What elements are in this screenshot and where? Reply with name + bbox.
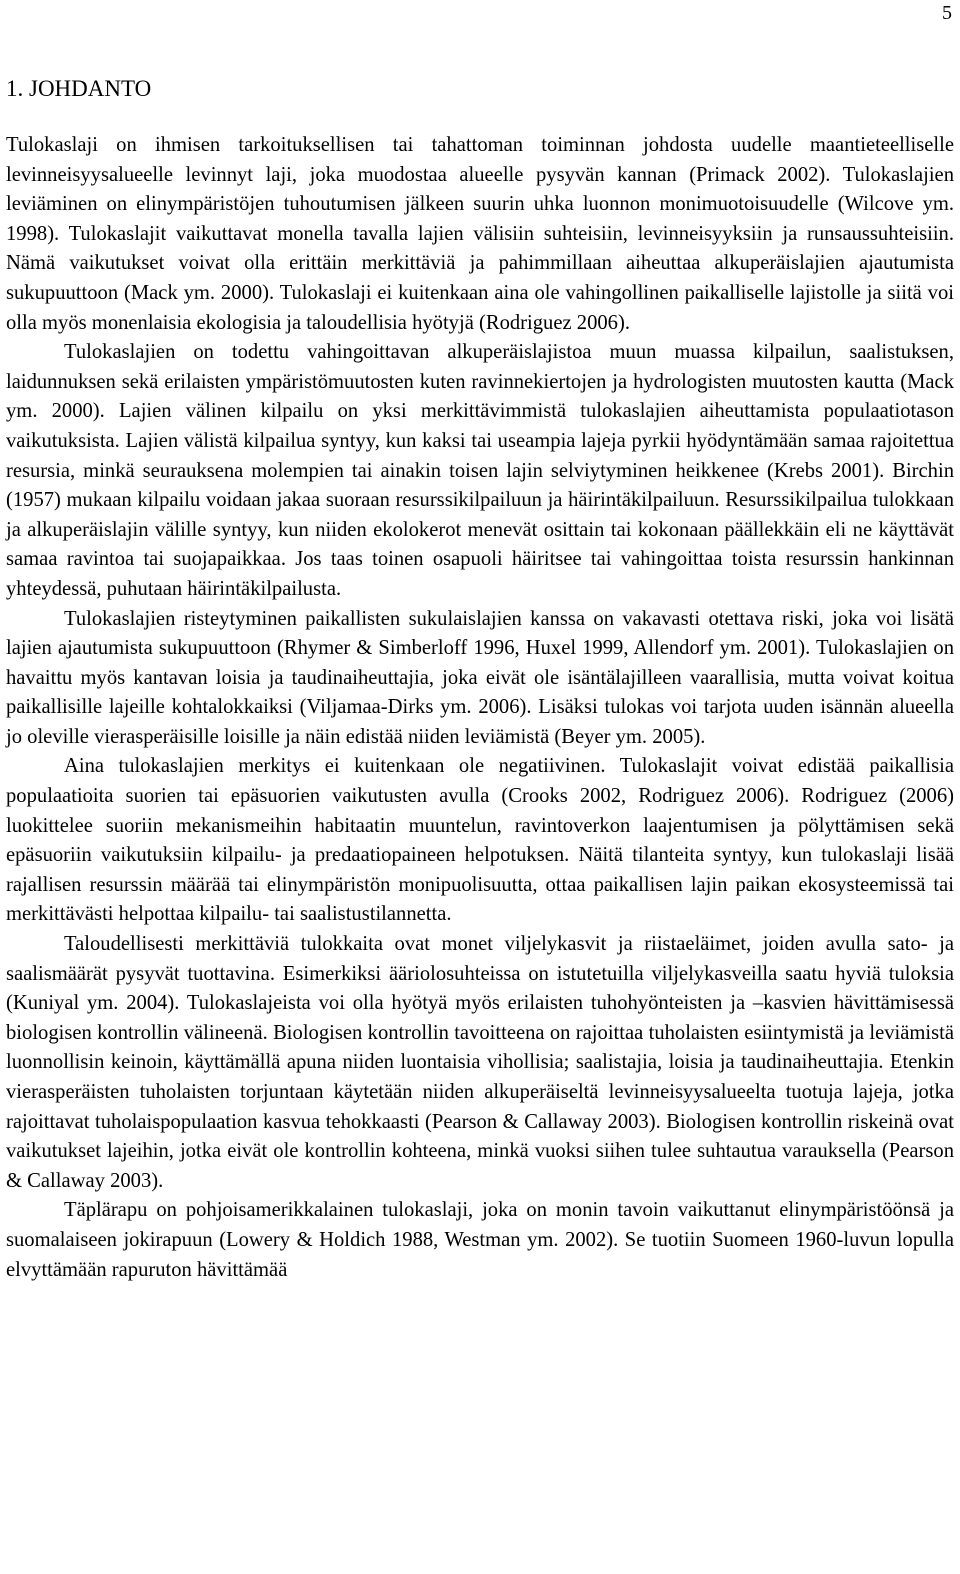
paragraph-3: Tulokaslajien risteytyminen paikallisten sukulaislajien kanssa on vakavasti otettava riski, joka voi lisätä lajien ajautumista sukupuuttoon (Rhymer & Simberloff 1996, Huxel 1999, Allendorf ym. 2001). Tulokaslajien on havaittu myös kantavan loisia ja taudinaiheuttajia, joka eivät ole isäntälajilleen vaarallisia, mutta voivat koitua paikallisille lajeille kohtalokkaiksi (Viljamaa-Dirks ym. 2006). Lisäksi tulokas voi tarjota uuden isännän alueella jo oleville vierasperäisille loisille ja näin edistää niiden leviämistä (Beyer ym. 2005). <box>6 607 954 748</box>
page-number: 5 <box>942 2 952 24</box>
body-text <box>6 131 954 1285</box>
paragraph-1: Tulokaslaji on ihmisen tarkoituksellisen tai tahattoman toiminnan johdosta uudelle maantieteelliselle levinneisyysalueelle levinnyt laji, joka muodostaa alueelle pysyvän kannan (Primack 2002). Tulokaslajien leviäminen on elinympäristöjen tuhoutumisen jälkeen suurin uhka luonnon monimuotoisuudelle (Wilcove ym. 1998). Tulokaslajit vaikuttavat monella tavalla lajien välisiin suhteisiin, levinneisyyksiin ja runsaussuhteisiin. Nämä vaikutukset voivat olla erittäin merkittäviä ja pahimmillaan aiheuttaa alkuperäislajien ajautumista sukupuuttoon (Mack ym. 2000). Tulokaslaji ei kuitenkaan aina ole vahingollinen paikalliselle lajistolle ja siitä voi olla myös monenlaisia ekologisia ja taloudellisia hyötyjä (Rodriguez 2006). <box>6 134 954 334</box>
paragraph-4: Aina tulokaslajien merkitys ei kuitenkaan ole negatiivinen. Tulokaslajit voivat edistää paikallisia populaatioita suorien tai epäsuorien vaikutusten avulla (Crooks 2002, Rodriguez 2006). Rodriguez (2006) luokittelee suoriin mekanismeihin habitaatin muuntelun, ravintoverkon laajentumisen ja pölyttämisen sekä epäsuoriin vaikutuksiin kilpailu- ja predaatiopaineen helpotuksen. Näitä tilanteita syntyy, kun tulokaslaji lisää rajallisen resurssin määrää tai elinympäristön monipuolisuutta, ottaa paikallisen lajin paikan ekosysteemissä tai merkittävästi helpottaa kilpailu- tai saalistustilannetta. <box>6 755 954 926</box>
paragraph-6: Täplärapu on pohjoisamerikkalainen tulokaslaji, joka on monin tavoin vaikuttanut elinympäristöönsä ja suomalaiseen jokirapuun (Lowery & Holdich 1988, Westman ym. 2002). Se tuotiin Suomeen 1960-luvun lopulla elvyttämään rapuruton hävittämää <box>6 1199 954 1281</box>
section-heading: 1. JOHDANTO <box>6 76 152 101</box>
paragraph-2: Tulokaslajien on todettu vahingoittavan alkuperäislajistoa muun muassa kilpailun, saalistuksen, laidunnuksen sekä erilaisten ympäristömuutosten kuten ravinnekiertojen ja hydrologisten muutosten kautta (Mack ym. 2000). Lajien välinen kilpailu on yksi merkittävimmistä tulokaslajien aiheuttamista populaatiotason vaikutuksista. Lajien välistä kilpailua syntyy, kun kaksi tai useampia lajeja pyrkii hyödyntämään samaa rajoitettua resursia, minkä seurauksena molempien tai ainakin toisen lajin selviytyminen heikkenee (Krebs 2001). Birchin (1957) mukaan kilpailu voidaan jakaa suoraan resurssikilpailuun ja häirintäkilpailuun. Resurssikilpailua tulokkaan ja alkuperäislajin välille syntyy, kun niiden ekolokerot menevät osittain tai kokonaan päällekkäin eli ne käyttävät samaa ravintoa tai suojapaikkaa. Jos taas toinen osapuoli häiritsee tai vahingoittaa toista resurssin hankinnan yhteydessä, puhutaan häirintäkilpailusta. <box>6 341 954 600</box>
paragraph-5: Taloudellisesti merkittäviä tulokkaita ovat monet viljelykasvit ja riistaeläimet, joiden avulla sato- ja saalismäärät pysyvät tuottavina. Esimerkiksi ääriolosuhteissa on istutetuilla viljelykasveilla saatu hyviä tuloksia (Kuniyal ym. 2004). Tulokaslajeista voi olla hyötyä myös erilaisten tuhohyönteisten ja –kasvien hävittämisessä biologisen kontrollin välineenä. Biologisen kontrollin tavoitteena on rajoittaa tuholaisten esiintymistä ja leviämistä luonnollisin keinoin, käyttämällä apuna niiden luontaisia vihollisia; saalistajia, loisia ja taudinaiheuttajia. Etenkin vierasperäisten tuholaisten torjuntaan käytetään niiden alkuperäiseltä levinneisyysalueelta tuotuja lajeja, jotka rajoittavat tuholaispopulaation kasvua tehokkaasti (Pearson & Callaway 2003). Biologisen kontrollin riskeinä ovat vaikutukset lajeihin, jotka eivät ole kontrollin kohteena, minkä vuoksi siihen tulee suhtautua varauksella (Pearson & Callaway 2003). <box>6 933 954 1192</box>
